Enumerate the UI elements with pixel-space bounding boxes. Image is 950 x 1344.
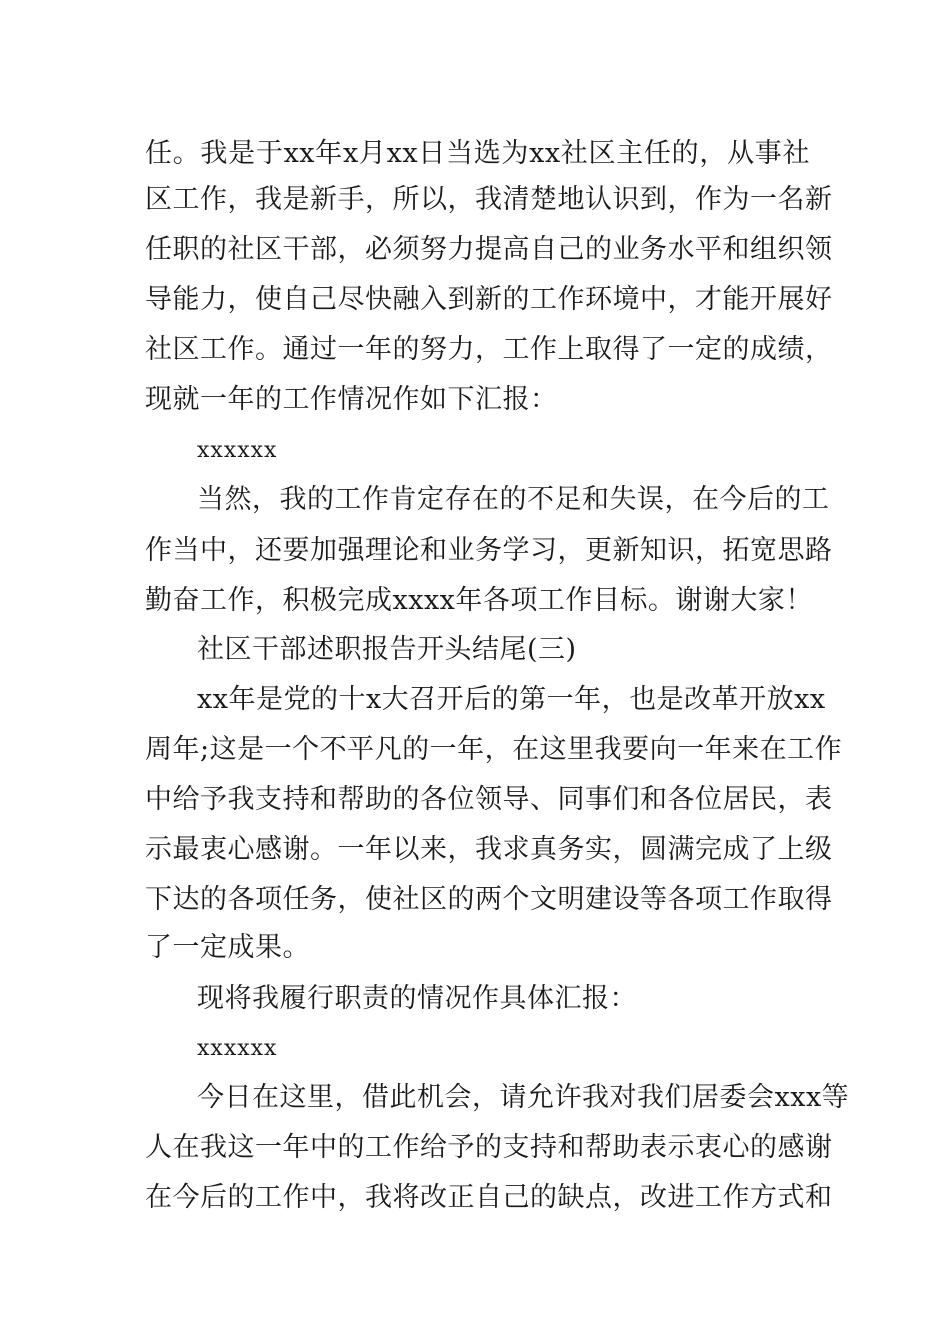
text-line: 下达的各项任务，使社区的两个文明建设等各项工作取得	[145, 884, 833, 915]
text-line: 中给予我支持和帮助的各位领导、同事们和各位居民，表	[145, 784, 833, 815]
text-line: 社区工作。通过一年的努力，工作上取得了一定的成绩，	[145, 334, 833, 365]
paragraph-start: 今日在这里，借此机会，请允许我对我们居委会xxx等	[197, 1082, 850, 1113]
text-line: 示最衷心感谢。一年以来，我求真务实，圆满完成了上级	[145, 834, 833, 865]
text-line: 导能力，使自己尽快融入到新的工作环境中，才能开展好	[145, 284, 833, 315]
text-line: 周年;这是一个不平凡的一年，在这里我要向一年来在工作	[145, 734, 843, 765]
paragraph-start: xx年是党的十x大召开后的第一年，也是改革开放xx	[197, 684, 826, 715]
text-line: 在今后的工作中，我将改正自己的缺点，改进工作方式和	[145, 1182, 833, 1213]
text-line: 了一定成果。	[145, 932, 310, 963]
text-line: 人在我这一年中的工作给予的支持和帮助表示衷心的感谢	[145, 1132, 833, 1163]
paragraph-start: 现将我履行职责的情况作具体汇报：	[197, 983, 637, 1014]
section-heading: 社区干部述职报告开头结尾(三)	[197, 634, 577, 665]
text-line: 任职的社区干部，必须努力提高自己的业务水平和组织领	[145, 234, 833, 265]
text-line: 勤奋工作，积极完成xxxx年各项工作目标。谢谢大家！	[145, 585, 813, 616]
text-line: 任。我是于xx年x月xx日当选为xx社区主任的，从事社	[145, 138, 810, 169]
text-line: 现就一年的工作情况作如下汇报：	[145, 384, 558, 415]
text-line: 区工作，我是新手，所以，我清楚地认识到，作为一名新	[145, 184, 833, 215]
placeholder-line: xxxxxx	[197, 438, 278, 463]
paragraph-start: 当然，我的工作肯定存在的不足和失误，在今后的工	[197, 484, 830, 515]
placeholder-line: xxxxxx	[197, 1036, 278, 1061]
text-line: 作当中，还要加强理论和业务学习，更新知识，拓宽思路	[145, 535, 833, 566]
